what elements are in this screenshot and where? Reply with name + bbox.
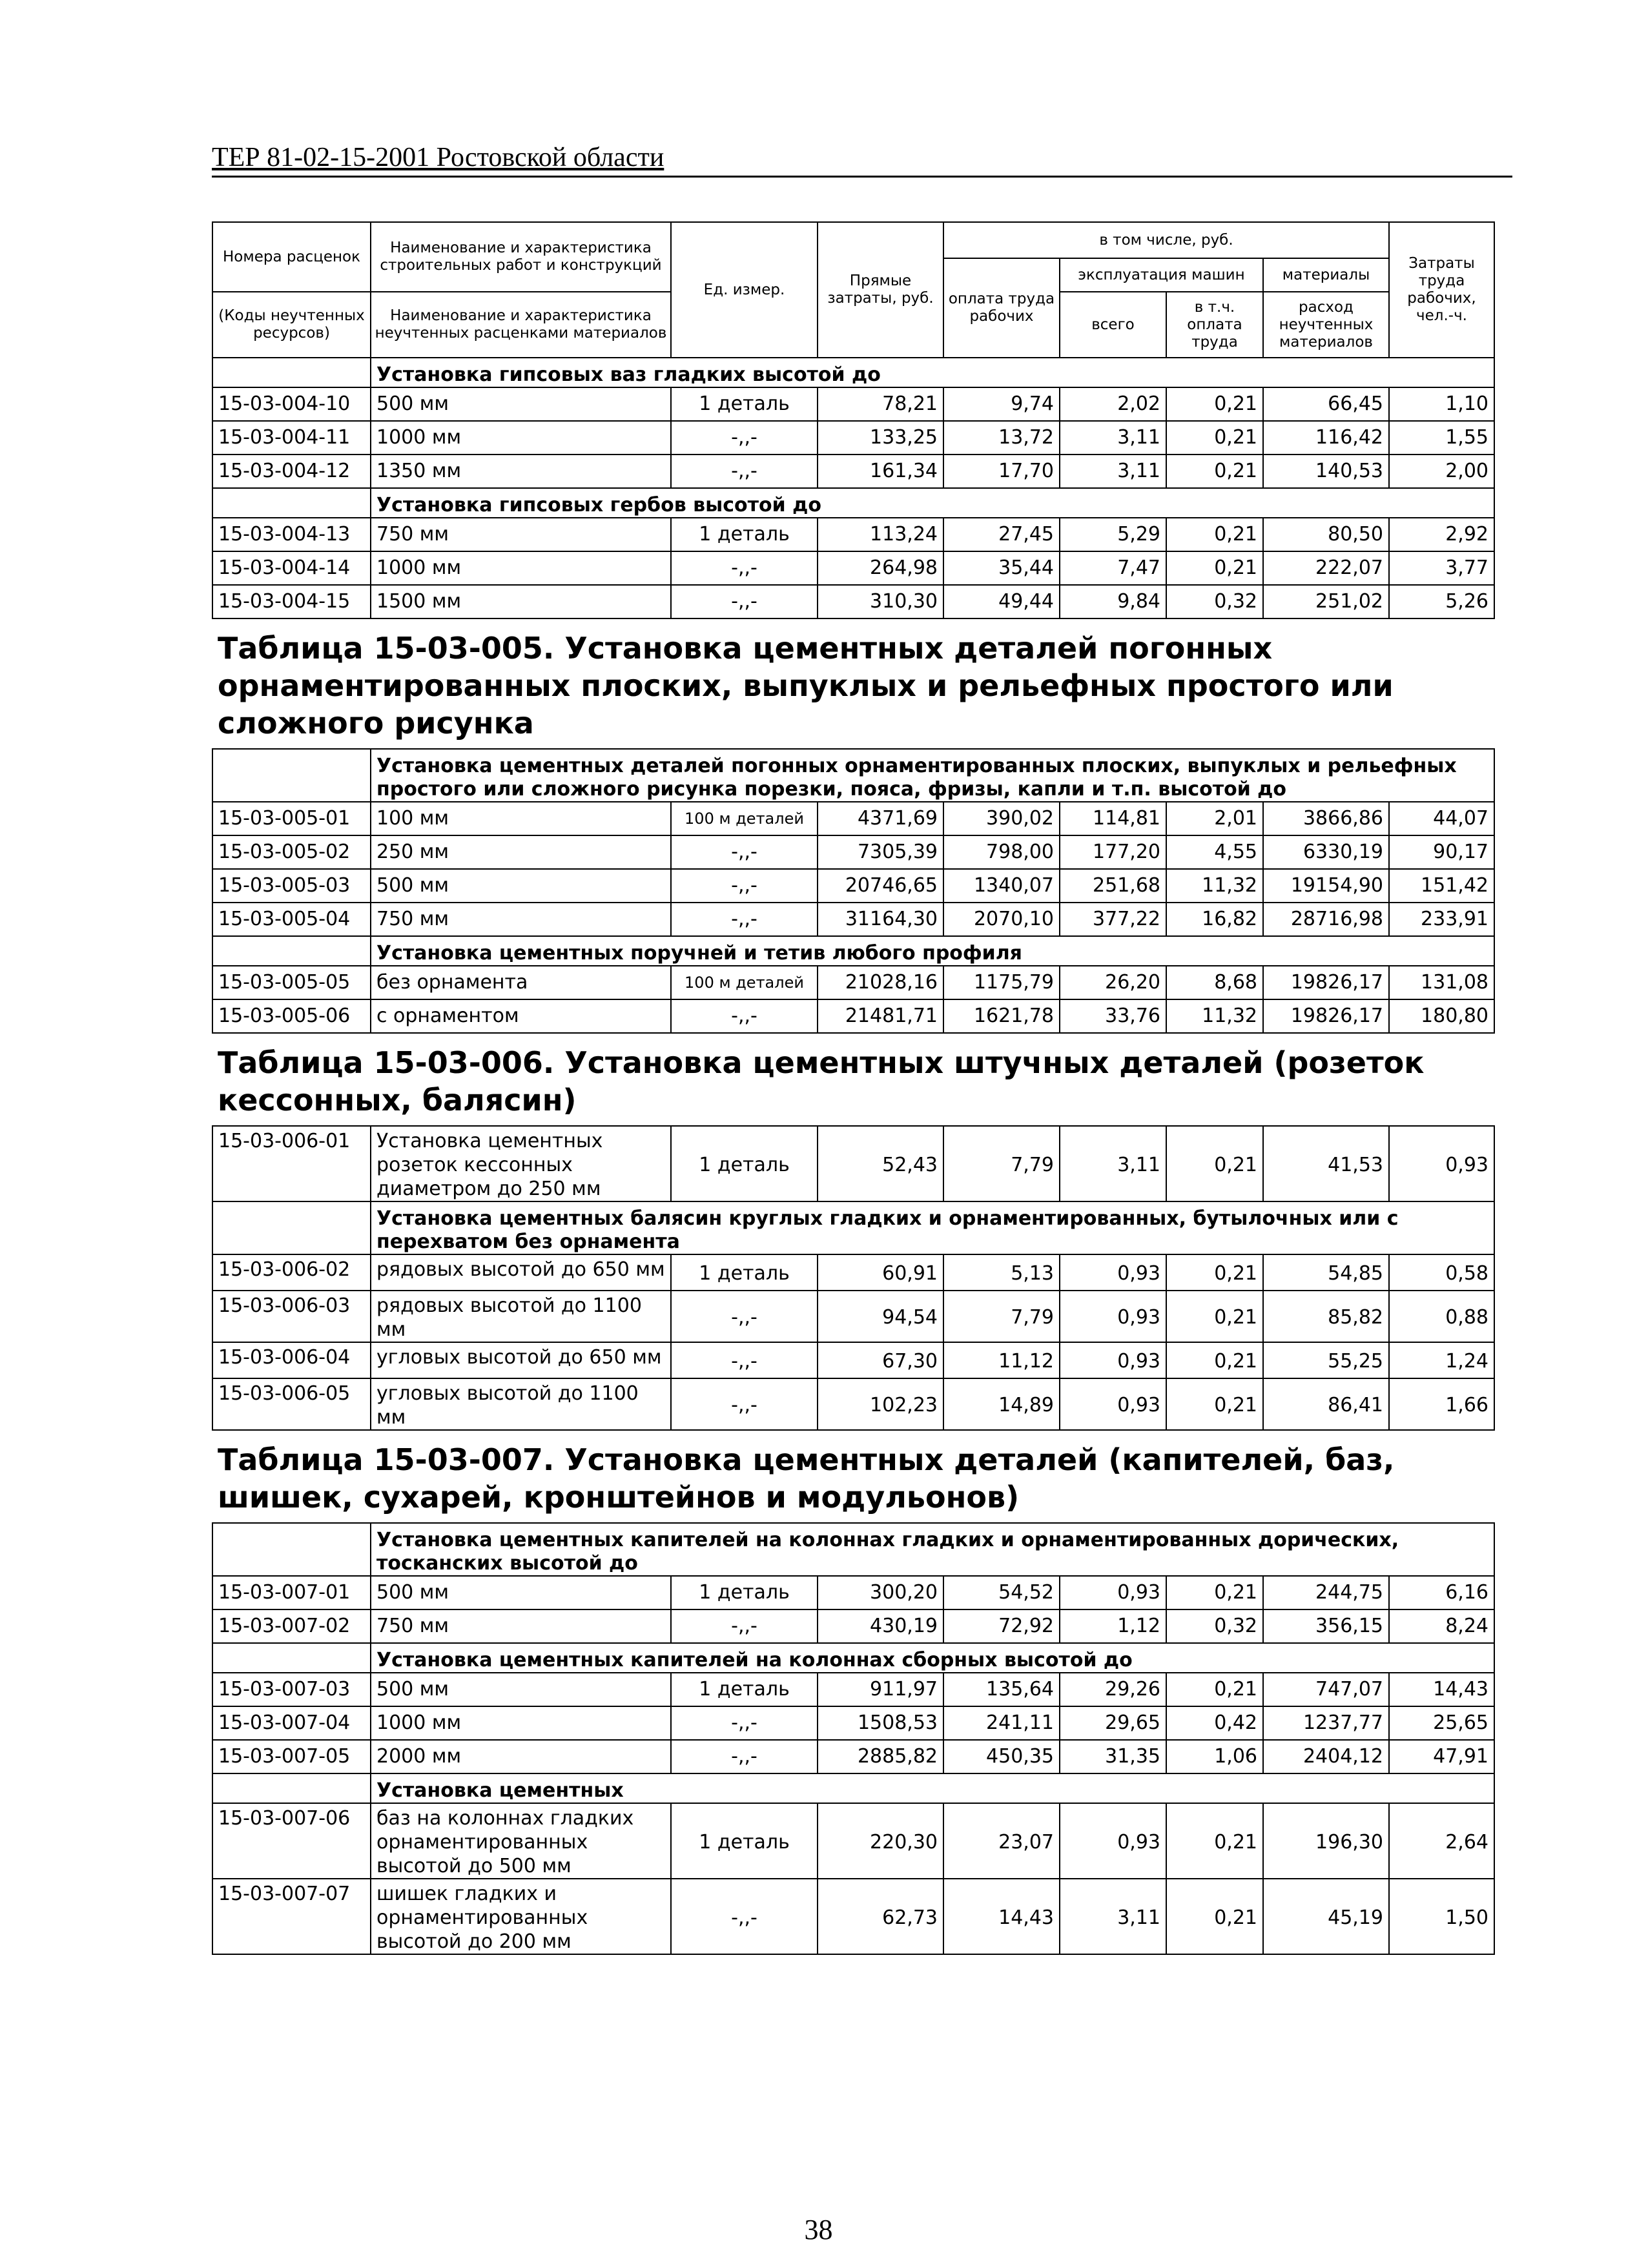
table-row — [212, 518, 1494, 551]
unit: 100 м деталей — [671, 966, 818, 999]
value-hours: 0,93 — [1389, 1126, 1494, 1201]
value-mach: 177,20 — [1060, 835, 1166, 869]
value-labor: 49,44 — [943, 585, 1060, 618]
unit: -,,- — [671, 1740, 818, 1773]
value-mach: 251,68 — [1060, 869, 1166, 903]
rate-code: 15-03-007-04 — [212, 1706, 371, 1740]
value-mach: 114,81 — [1060, 802, 1166, 835]
value-mach-labor: 0,21 — [1166, 1378, 1263, 1430]
rate-code: 15-03-007-03 — [212, 1673, 371, 1706]
unit: -,,- — [671, 1291, 818, 1342]
value-mach: 0,93 — [1060, 1254, 1166, 1291]
work-name: Установка цементных розеток кессонных диаметром до 250 мм — [371, 1126, 671, 1201]
value-hours: 2,92 — [1389, 518, 1494, 551]
table-row — [212, 1126, 1494, 1201]
value-mach: 0,93 — [1060, 1342, 1166, 1378]
value-hours: 1,66 — [1389, 1378, 1494, 1430]
unit: 1 деталь — [671, 518, 818, 551]
work-name: баз на колоннах гладких орнаментированных высотой до 500 мм — [371, 1803, 671, 1879]
value-labor: 17,70 — [943, 455, 1060, 488]
section-heading-row — [212, 749, 1494, 802]
value-mach-labor: 0,21 — [1166, 1342, 1263, 1378]
col-labor-header: оплата труда рабочих — [948, 291, 1055, 325]
value-mat: 140,53 — [1263, 455, 1389, 488]
value-direct: 7305,39 — [818, 835, 943, 869]
value-mach-labor: 2,01 — [1166, 802, 1263, 835]
rate-code: 15-03-006-05 — [212, 1378, 371, 1430]
value-mach-labor: 0,21 — [1166, 421, 1263, 455]
section-heading: Установка цементных балясин круглых гладких и орнаментированных, бутылочных или с перехватом без орнамента — [371, 1201, 1494, 1254]
value-labor: 11,12 — [943, 1342, 1060, 1378]
value-mat: 116,42 — [1263, 421, 1389, 455]
value-direct: 102,23 — [818, 1378, 943, 1430]
value-mach: 31,35 — [1060, 1740, 1166, 1773]
unit: 1 деталь — [671, 1803, 818, 1879]
value-direct: 20746,65 — [818, 869, 943, 903]
value-hours: 0,88 — [1389, 1291, 1494, 1342]
value-direct: 94,54 — [818, 1291, 943, 1342]
value-mach-labor: 0,21 — [1166, 1291, 1263, 1342]
rate-code: 15-03-005-06 — [212, 999, 371, 1033]
table-row — [212, 387, 1494, 421]
value-mach-labor: 11,32 — [1166, 999, 1263, 1033]
value-direct: 911,97 — [818, 1673, 943, 1706]
value-direct: 67,30 — [818, 1342, 943, 1378]
running-header: ТЕР 81-02-15-2001 Ростовской области — [212, 143, 664, 172]
rate-code: 15-03-004-14 — [212, 551, 371, 585]
value-mach-labor: 0,21 — [1166, 1576, 1263, 1609]
section-heading: Установка гипсовых гербов высотой до — [371, 488, 1494, 518]
unit: -,,- — [671, 1378, 818, 1430]
value-labor: 7,79 — [943, 1291, 1060, 1342]
value-labor: 1340,07 — [943, 869, 1060, 903]
section-heading-gap — [212, 1201, 371, 1254]
table-row — [212, 1291, 1494, 1342]
rate-code: 15-03-005-03 — [212, 869, 371, 903]
value-mat: 356,15 — [1263, 1609, 1389, 1643]
section-heading-gap — [212, 488, 371, 518]
value-mach-labor: 16,82 — [1166, 903, 1263, 936]
work-name: с орнаментом — [371, 999, 671, 1033]
section-heading-row — [212, 1643, 1494, 1673]
unit: -,,- — [671, 1706, 818, 1740]
section-heading: Установка цементных — [371, 1773, 1494, 1803]
value-direct: 31164,30 — [818, 903, 943, 936]
table-row — [212, 1706, 1494, 1740]
value-hours: 44,07 — [1389, 802, 1494, 835]
value-mach-labor: 0,21 — [1166, 1803, 1263, 1879]
value-direct: 60,91 — [818, 1254, 943, 1291]
work-name: 2000 мм — [371, 1740, 671, 1773]
table-row — [212, 802, 1494, 835]
section-heading: Установка цементных капителей на колоннах сборных высотой до — [371, 1643, 1494, 1673]
unit: -,,- — [671, 1342, 818, 1378]
unit: 1 деталь — [671, 1126, 818, 1201]
table-row — [212, 1673, 1494, 1706]
value-mach-labor: 0,21 — [1166, 1673, 1263, 1706]
value-labor: 72,92 — [943, 1609, 1060, 1643]
value-direct: 113,24 — [818, 518, 943, 551]
section-heading-gap — [212, 1773, 371, 1803]
table-row — [212, 999, 1494, 1033]
table-row — [212, 1879, 1494, 1954]
rate-code: 15-03-005-04 — [212, 903, 371, 936]
value-mat: 6330,19 — [1263, 835, 1389, 869]
table-row — [212, 1378, 1494, 1430]
value-mach: 33,76 — [1060, 999, 1166, 1033]
value-direct: 21028,16 — [818, 966, 943, 999]
unit: 1 деталь — [671, 1576, 818, 1609]
value-labor: 1175,79 — [943, 966, 1060, 999]
unit: -,,- — [671, 835, 818, 869]
value-direct: 264,98 — [818, 551, 943, 585]
unit: -,,- — [671, 903, 818, 936]
value-mach-labor: 0,21 — [1166, 551, 1263, 585]
table-row — [212, 1342, 1494, 1378]
value-mach: 9,84 — [1060, 585, 1166, 618]
value-hours: 2,64 — [1389, 1803, 1494, 1879]
section-heading-gap — [212, 936, 371, 966]
value-labor: 23,07 — [943, 1803, 1060, 1879]
rate-code: 15-03-006-02 — [212, 1254, 371, 1291]
work-name: 500 мм — [371, 1576, 671, 1609]
value-mat: 19826,17 — [1263, 966, 1389, 999]
section-heading-row — [212, 1523, 1494, 1576]
col-materials-header: материалы — [1282, 266, 1370, 283]
table-row — [212, 835, 1494, 869]
value-mach-labor: 8,68 — [1166, 966, 1263, 999]
work-name: 1500 мм — [371, 585, 671, 618]
value-mach: 26,20 — [1060, 966, 1166, 999]
value-mat: 747,07 — [1263, 1673, 1389, 1706]
rate-code: 15-03-004-11 — [212, 421, 371, 455]
unit: -,,- — [671, 551, 818, 585]
col-code-b-header: (Коды неучтенных ресурсов) — [218, 307, 365, 342]
table-row — [212, 1254, 1494, 1291]
value-hours: 0,58 — [1389, 1254, 1494, 1291]
value-direct: 310,30 — [818, 585, 943, 618]
value-mach: 0,93 — [1060, 1378, 1166, 1430]
table-row — [212, 966, 1494, 999]
col-machines-total-header: всего — [1091, 316, 1135, 333]
value-mach-labor: 0,21 — [1166, 1879, 1263, 1954]
value-mach-labor: 0,32 — [1166, 585, 1263, 618]
value-mach: 3,11 — [1060, 455, 1166, 488]
section-heading-row — [212, 1201, 1494, 1254]
value-direct: 4371,69 — [818, 802, 943, 835]
work-name: 750 мм — [371, 903, 671, 936]
value-hours: 14,43 — [1389, 1673, 1494, 1706]
value-mat: 251,02 — [1263, 585, 1389, 618]
work-name: шишек гладких и орнаментированных высотой до 200 мм — [371, 1879, 671, 1954]
value-hours: 1,10 — [1389, 387, 1494, 421]
rate-code: 15-03-006-01 — [212, 1126, 371, 1201]
rate-code: 15-03-005-02 — [212, 835, 371, 869]
unit: -,,- — [671, 869, 818, 903]
value-labor: 798,00 — [943, 835, 1060, 869]
rate-code: 15-03-004-13 — [212, 518, 371, 551]
value-mach-labor: 0,21 — [1166, 518, 1263, 551]
rate-code: 15-03-004-12 — [212, 455, 371, 488]
unit: 1 деталь — [671, 387, 818, 421]
value-direct: 430,19 — [818, 1609, 943, 1643]
value-mach: 7,47 — [1060, 551, 1166, 585]
rate-code: 15-03-007-06 — [212, 1803, 371, 1879]
value-mach: 3,11 — [1060, 421, 1166, 455]
section-heading-gap — [212, 749, 371, 802]
rate-code: 15-03-007-01 — [212, 1576, 371, 1609]
value-mat: 244,75 — [1263, 1576, 1389, 1609]
value-hours: 3,77 — [1389, 551, 1494, 585]
value-labor: 2070,10 — [943, 903, 1060, 936]
value-labor: 5,13 — [943, 1254, 1060, 1291]
section-heading: Установка цементных капителей на колоннах гладких и орнаментированных дорических, тосканских высотой до — [371, 1523, 1494, 1576]
value-hours: 180,80 — [1389, 999, 1494, 1033]
work-name: угловых высотой до 650 мм — [371, 1342, 671, 1378]
value-mat: 3866,86 — [1263, 802, 1389, 835]
value-direct: 52,43 — [818, 1126, 943, 1201]
col-name-header: Наименование и характеристика строительных работ и конструкций — [380, 240, 662, 274]
value-labor: 13,72 — [943, 421, 1060, 455]
value-labor: 135,64 — [943, 1673, 1060, 1706]
table-row — [212, 869, 1494, 903]
value-mach-labor: 0,21 — [1166, 1126, 1263, 1201]
value-direct: 220,30 — [818, 1803, 943, 1879]
value-direct: 133,25 — [818, 421, 943, 455]
value-labor: 450,35 — [943, 1740, 1060, 1773]
value-labor: 54,52 — [943, 1576, 1060, 1609]
value-mach: 29,26 — [1060, 1673, 1166, 1706]
header-rule — [212, 176, 1512, 178]
table-row — [212, 421, 1494, 455]
table-title: Таблица 15-03-007. Установка цементных деталей (капителей, баз, шишек, сухарей, кронштейнов и модульонов) — [212, 1430, 1494, 1523]
value-mach-labor: 4,55 — [1166, 835, 1263, 869]
work-name: 250 мм — [371, 835, 671, 869]
value-mach: 3,11 — [1060, 1879, 1166, 1954]
value-mach-labor: 0,32 — [1166, 1609, 1263, 1643]
section-heading: Установка гипсовых ваз гладких высотой до — [371, 358, 1494, 387]
value-hours: 47,91 — [1389, 1740, 1494, 1773]
col-machines-header: эксплуатация машин — [1078, 266, 1245, 283]
value-mat: 222,07 — [1263, 551, 1389, 585]
table-row — [212, 585, 1494, 618]
value-direct: 300,20 — [818, 1576, 943, 1609]
value-mach: 29,65 — [1060, 1706, 1166, 1740]
table-title-row — [212, 618, 1494, 749]
work-name: 1000 мм — [371, 1706, 671, 1740]
value-hours: 151,42 — [1389, 869, 1494, 903]
rate-code: 15-03-005-05 — [212, 966, 371, 999]
section-heading-row — [212, 936, 1494, 966]
value-direct: 62,73 — [818, 1879, 943, 1954]
rate-code: 15-03-007-05 — [212, 1740, 371, 1773]
rate-code: 15-03-006-04 — [212, 1342, 371, 1378]
value-mat: 1237,77 — [1263, 1706, 1389, 1740]
value-mach-labor: 0,42 — [1166, 1706, 1263, 1740]
table-row — [212, 1740, 1494, 1773]
value-mat: 45,19 — [1263, 1879, 1389, 1954]
value-labor: 27,45 — [943, 518, 1060, 551]
col-hours-header: Затраты труда рабочих, чел.-ч. — [1407, 255, 1476, 324]
value-direct: 161,34 — [818, 455, 943, 488]
table-row — [212, 1609, 1494, 1643]
work-name: без орнамента — [371, 966, 671, 999]
rate-code: 15-03-006-03 — [212, 1291, 371, 1342]
rate-code: 15-03-004-10 — [212, 387, 371, 421]
value-hours: 1,50 — [1389, 1879, 1494, 1954]
table-title-row — [212, 1430, 1494, 1523]
section-heading-gap — [212, 1523, 371, 1576]
unit: 100 м деталей — [671, 802, 818, 835]
value-mach-labor: 11,32 — [1166, 869, 1263, 903]
value-mach: 0,93 — [1060, 1291, 1166, 1342]
section-heading-gap — [212, 1643, 371, 1673]
value-mat: 66,45 — [1263, 387, 1389, 421]
section-heading-gap — [212, 358, 371, 387]
work-name: 1350 мм — [371, 455, 671, 488]
work-name: рядовых высотой до 1100 мм — [371, 1291, 671, 1342]
value-hours: 131,08 — [1389, 966, 1494, 999]
value-mat: 196,30 — [1263, 1803, 1389, 1879]
unit: -,,- — [671, 455, 818, 488]
value-mach-labor: 1,06 — [1166, 1740, 1263, 1773]
value-labor: 241,11 — [943, 1706, 1060, 1740]
value-mach: 1,12 — [1060, 1609, 1166, 1643]
table-title: Таблица 15-03-006. Установка цементных штучных деталей (розеток кессонных, балясин) — [212, 1033, 1494, 1126]
value-mat: 41,53 — [1263, 1126, 1389, 1201]
value-labor: 390,02 — [943, 802, 1060, 835]
section-heading: Установка цементных деталей погонных орнаментированных плоских, выпуклых и рельефных простого или сложного рисунка порезки, пояса, фризы, капли и т.п. высотой до — [371, 749, 1494, 802]
value-direct: 78,21 — [818, 387, 943, 421]
section-heading: Установка цементных поручней и тетив любого профиля — [371, 936, 1494, 966]
work-name: 1000 мм — [371, 421, 671, 455]
col-incl-header: в том числе, руб. — [1099, 231, 1233, 249]
section-heading-row — [212, 1773, 1494, 1803]
value-mach-labor: 0,21 — [1166, 455, 1263, 488]
value-labor: 14,89 — [943, 1378, 1060, 1430]
col-materials-cons-header: расход неучтенных материалов — [1279, 298, 1374, 351]
value-hours: 6,16 — [1389, 1576, 1494, 1609]
rate-code: 15-03-007-07 — [212, 1879, 371, 1954]
value-mat: 19826,17 — [1263, 999, 1389, 1033]
col-code-header: Номера расценок — [222, 248, 361, 265]
value-mach: 377,22 — [1060, 903, 1166, 936]
value-hours: 8,24 — [1389, 1609, 1494, 1643]
work-name: 500 мм — [371, 869, 671, 903]
col-direct-header: Прямые затраты, руб. — [827, 272, 934, 307]
page-number: 38 — [804, 2214, 833, 2245]
unit: 1 деталь — [671, 1254, 818, 1291]
value-labor: 9,74 — [943, 387, 1060, 421]
value-mach: 3,11 — [1060, 1126, 1166, 1201]
unit: -,,- — [671, 585, 818, 618]
col-name-b-header: Наименование и характеристика неучтенных расценками материалов — [375, 307, 667, 342]
table-row — [212, 1576, 1494, 1609]
work-name: 500 мм — [371, 387, 671, 421]
rate-code: 15-03-007-02 — [212, 1609, 371, 1643]
rate-code: 15-03-005-01 — [212, 802, 371, 835]
unit: 1 деталь — [671, 1673, 818, 1706]
rates-table — [212, 221, 1495, 1955]
value-mach-labor: 0,21 — [1166, 387, 1263, 421]
value-hours: 25,65 — [1389, 1706, 1494, 1740]
value-mat: 54,85 — [1263, 1254, 1389, 1291]
col-machines-labor-header: в т.ч. оплата труда — [1187, 298, 1242, 351]
value-mat: 85,82 — [1263, 1291, 1389, 1342]
work-name: 750 мм — [371, 1609, 671, 1643]
value-labor: 35,44 — [943, 551, 1060, 585]
value-mach-labor: 0,21 — [1166, 1254, 1263, 1291]
value-hours: 5,26 — [1389, 585, 1494, 618]
rate-code: 15-03-004-15 — [212, 585, 371, 618]
section-heading-row — [212, 358, 1494, 387]
value-mat: 55,25 — [1263, 1342, 1389, 1378]
value-mach: 2,02 — [1060, 387, 1166, 421]
value-labor: 1621,78 — [943, 999, 1060, 1033]
unit: -,,- — [671, 421, 818, 455]
table-row — [212, 903, 1494, 936]
work-name: 1000 мм — [371, 551, 671, 585]
unit: -,,- — [671, 1879, 818, 1954]
value-hours: 2,00 — [1389, 455, 1494, 488]
value-mat: 86,41 — [1263, 1378, 1389, 1430]
value-mat: 19154,90 — [1263, 869, 1389, 903]
table-title: Таблица 15-03-005. Установка цементных деталей погонных орнаментированных плоских, выпуклых и рельефных простого или сложного рисунка — [212, 618, 1494, 749]
table-row — [212, 1803, 1494, 1879]
value-direct: 21481,71 — [818, 999, 943, 1033]
col-unit-header: Ед. измер. — [703, 281, 785, 298]
work-name: 500 мм — [371, 1673, 671, 1706]
unit: -,,- — [671, 999, 818, 1033]
value-direct: 1508,53 — [818, 1706, 943, 1740]
value-labor: 14,43 — [943, 1879, 1060, 1954]
value-mat: 2404,12 — [1263, 1740, 1389, 1773]
value-direct: 2885,82 — [818, 1740, 943, 1773]
section-heading-row — [212, 488, 1494, 518]
value-hours: 90,17 — [1389, 835, 1494, 869]
value-mach: 0,93 — [1060, 1803, 1166, 1879]
value-hours: 1,24 — [1389, 1342, 1494, 1378]
table-row — [212, 551, 1494, 585]
unit: -,,- — [671, 1609, 818, 1643]
work-name: 750 мм — [371, 518, 671, 551]
value-mach: 0,93 — [1060, 1576, 1166, 1609]
header-row-1 — [212, 222, 1494, 258]
value-labor: 7,79 — [943, 1126, 1060, 1201]
value-mat: 28716,98 — [1263, 903, 1389, 936]
value-mach: 5,29 — [1060, 518, 1166, 551]
table-title-row — [212, 1033, 1494, 1126]
work-name: 100 мм — [371, 802, 671, 835]
value-mat: 80,50 — [1263, 518, 1389, 551]
value-hours: 1,55 — [1389, 421, 1494, 455]
work-name: угловых высотой до 1100 мм — [371, 1378, 671, 1430]
value-hours: 233,91 — [1389, 903, 1494, 936]
table-row — [212, 455, 1494, 488]
work-name: рядовых высотой до 650 мм — [371, 1254, 671, 1291]
